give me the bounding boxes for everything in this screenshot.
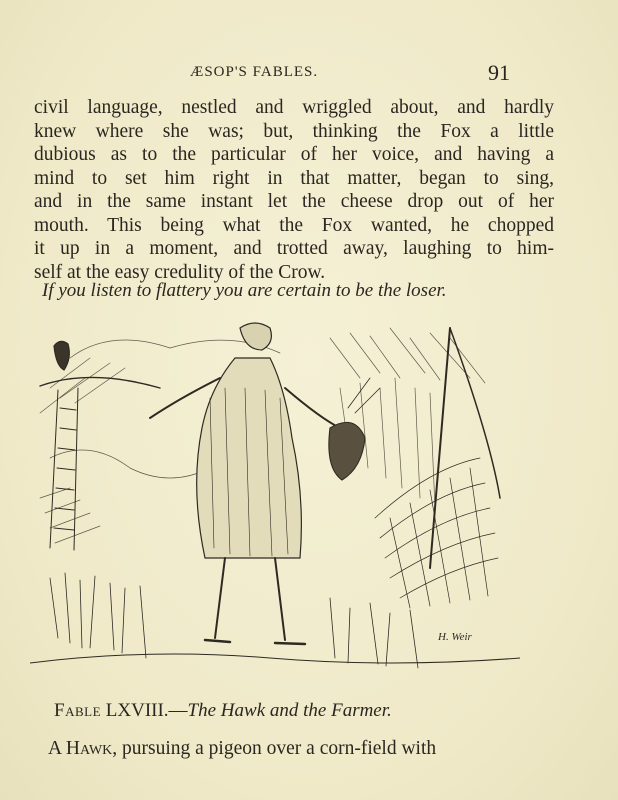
body-text	[34, 96, 554, 284]
text-line: and in the same instant let the cheese drop out of her	[34, 191, 554, 212]
bird-net	[375, 328, 500, 608]
fable-number: LXVIII.	[105, 700, 169, 721]
foreground-grass	[30, 573, 520, 668]
opening-first-word: A Hawk,	[48, 738, 118, 759]
engraving-illustration	[30, 318, 520, 680]
text-line: mouth. This being what the Fox wanted, he chopped	[34, 214, 554, 236]
fable-heading	[54, 700, 392, 722]
text-line: it up in a moment, and trotted away, laughing to him-	[34, 238, 554, 259]
farmer-figure	[150, 323, 340, 644]
fence-post	[40, 377, 160, 550]
perched-bird	[54, 341, 69, 370]
running-head: ÆSOP'S FABLES.	[190, 64, 319, 80]
opening-rest: pursuing a pigeon over a corn-field with	[122, 738, 437, 759]
text-line: mind to set him right in that matter, began to sing,	[34, 167, 554, 189]
page-header	[0, 60, 618, 90]
hawk	[329, 378, 380, 480]
artist-signature: H. Weir	[438, 631, 472, 643]
text-line: dubious as to the particular of her voice, and having a	[34, 144, 554, 165]
fable-dash: —	[168, 700, 188, 721]
fable-opening-line	[48, 738, 510, 760]
page-number: 91	[488, 60, 510, 85]
moral-line: If you listen to flattery you are certain to be the loser.	[42, 280, 447, 301]
fable-title: The Hawk and the Farmer.	[187, 700, 392, 721]
text-line: knew where she was; but, thinking the Fox a little	[34, 120, 554, 142]
text-line: civil language, nestled and wriggled about, and hardly	[34, 97, 554, 118]
fable-label: Fable	[54, 700, 102, 721]
text-line: self at the easy credulity of the Crow.	[34, 261, 326, 283]
